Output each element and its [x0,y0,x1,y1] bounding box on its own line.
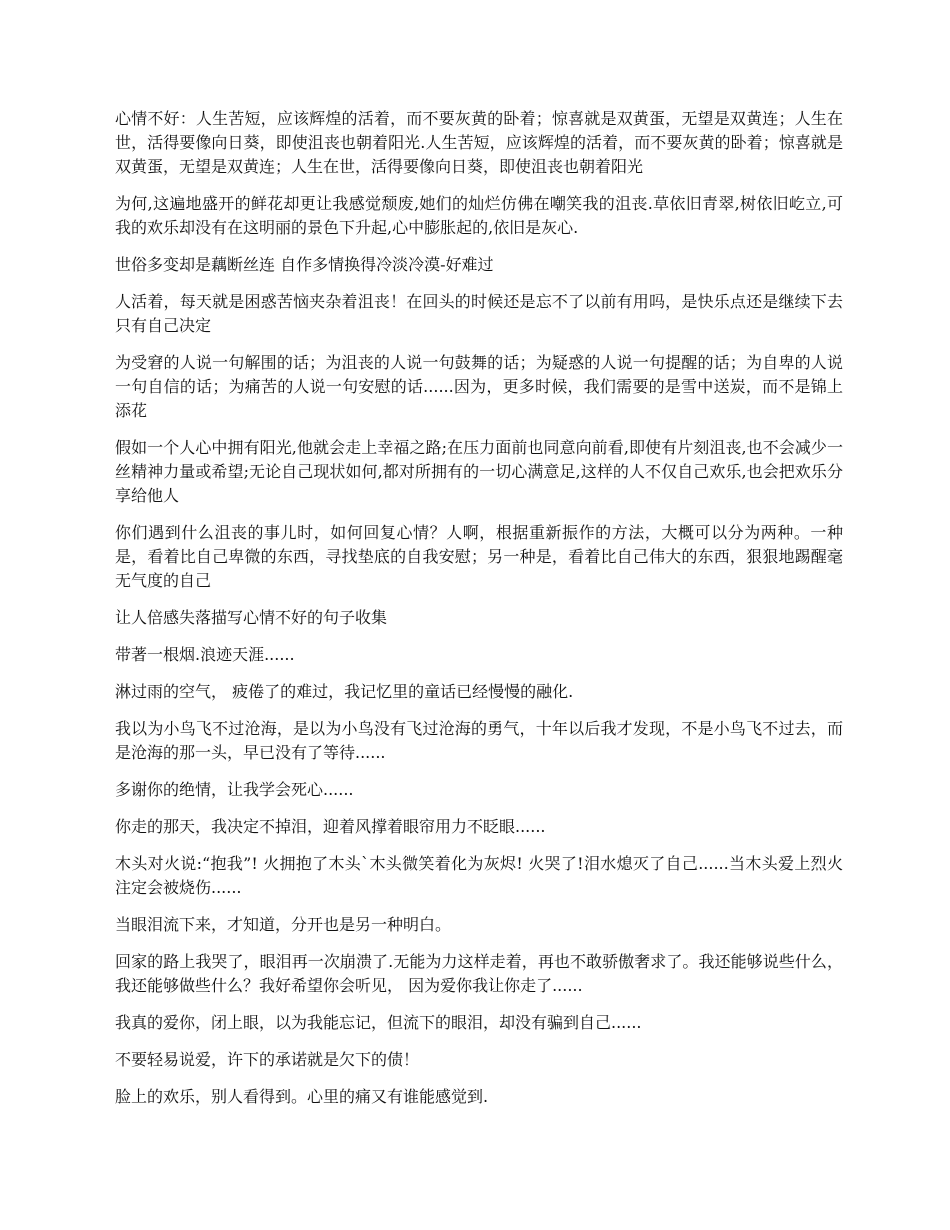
paragraph-10: 淋过雨的空气， 疲倦了的难过，我记忆里的童话已经慢慢的融化. [115,682,574,701]
paragraph-3: 世俗多变却是藕断丝连 自作多情换得冷淡冷漠-好难过 [115,255,494,274]
paragraph-4: 人活着，每天就是困惑苦恼夹杂着沮丧！在回头的时候还是忘不了以前有用吗，是快乐点还是继续下去只有自己决定 [115,292,843,335]
paragraph-12: 多谢你的绝情，让我学会死心...... [115,780,354,799]
paragraph-18: 不要轻易说爱，许下的承诺就是欠下的债！ [115,1050,420,1069]
paragraph-19: 脸上的欢乐，别人看得到。心里的痛又有谁能感觉到. [115,1087,489,1106]
paragraph-13: 你走的那天，我决定不掉泪，迎着风撑着眼帘用力不眨眼...... [115,817,546,836]
document-body [115,107,843,1122]
paragraph-2: 为何,这遍地盛开的鲜花却更让我感觉颓废,她们的灿烂仿佛在嘲笑我的沮丧.草依旧青翠,树依旧屹立,可我的欢乐却没有在这明丽的景色下升起,心中膨胀起的,依旧是灰心. [115,194,843,237]
paragraph-9: 带著一根烟.浪迹天涯...... [115,645,295,664]
paragraph-14: 木头对火说:“抱我”! 火拥抱了木头`木头微笑着化为灰烬! 火哭了!泪水熄灭了自己......当木头爱上烈火注定会被烧伤...... [115,854,843,897]
paragraph-15: 当眼泪流下来，才知道，分开也是另一种明白。 [115,915,452,934]
paragraph-8: 让人倍感失落描写心情不好的句子收集 [115,608,388,627]
paragraph-11: 我以为小鸟飞不过沧海，是以为小鸟没有飞过沧海的勇气，十年以后我才发现，不是小鸟飞不过去，而是沧海的那一头，早已没有了等待...... [115,719,843,762]
paragraph-7: 你们遇到什么沮丧的事儿时，如何回复心情？人啊，根据重新振作的方法，大概可以分为两种。一种是，看着比自己卑微的东西，寻找垫底的自我安慰；另一种是，看着比自己伟大的东西，狠狠地踢醒毫无气度的自己 [115,523,843,590]
paragraph-6: 假如一个人心中拥有阳光,他就会走上幸福之路;在压力面前也同意向前看,即使有片刻沮丧,也不会减少一丝精神力量或希望;无论自己现状如何,都对所拥有的一切心满意足,这样的人不仅自己欢乐,也会把欢乐分享给他人 [115,438,843,505]
paragraph-5: 为受窘的人说一句解围的话；为沮丧的人说一句鼓舞的话；为疑惑的人说一句提醒的话；为自卑的人说一句自信的话；为痛苦的人说一句安慰的话......因为，更多时候，我们需要的是雪中送炭，而不是锦上添花 [115,353,843,420]
paragraph-1: 心情不好：人生苦短，应该辉煌的活着，而不要灰黄的卧着；惊喜就是双黄蛋，无望是双黄连；人生在世，活得要像向日葵，即使沮丧也朝着阳光.人生苦短，应该辉煌的活着，而不要灰黄的卧着；惊喜就是双黄蛋，无望是双黄连；人生在世，活得要像向日葵，即使沮丧也朝着阳光 [115,109,843,176]
paragraph-16: 回家的路上我哭了，眼泪再一次崩溃了.无能为力这样走着，再也不敢骄傲奢求了。我还能够说些什么，我还能够做些什么？我好希望你会听见， 因为爱你我让你走了...... [115,952,843,995]
paragraph-17: 我真的爱你，闭上眼，以为我能忘记，但流下的眼泪，却没有骗到自己...... [115,1013,642,1032]
